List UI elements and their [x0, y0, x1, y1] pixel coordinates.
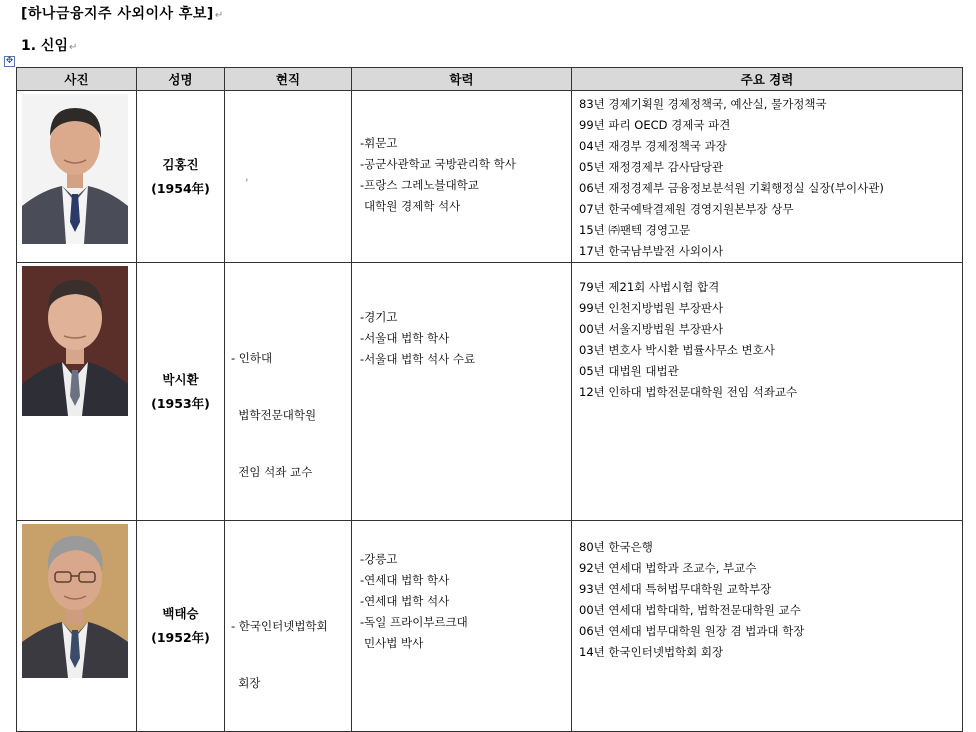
document-title: [하나금융지주 사외이사 후보]↵: [21, 6, 224, 22]
education-item: -경기고: [360, 310, 398, 324]
education-item: -공군사관학교 국방관리학 학사: [360, 157, 516, 171]
career-cell: [572, 263, 963, 521]
candidate-birth-year: (1952年): [151, 630, 210, 645]
candidate-birth-year: (1954年): [151, 180, 210, 196]
section-heading: 1. 신임↵: [21, 38, 78, 54]
education-item: -강릉고: [360, 552, 398, 566]
education-item: -서울대 법학 학사: [360, 331, 450, 345]
career-item: 05년 재정경제부 감사담당관: [579, 160, 724, 174]
education-item: -프랑스 그레노블대학교: [360, 178, 479, 192]
candidate-photo: [22, 266, 128, 419]
education-item: 대학원 경제학 석사: [364, 199, 461, 213]
education-item: -서울대 법학 석사 수료: [360, 352, 476, 366]
career-item: 15년 ㈜팬텍 경영고문: [579, 223, 691, 237]
name-cell: [137, 91, 225, 263]
current-position-item: 법학전문대학원: [231, 408, 317, 422]
career-item: 05년 대법원 대법관: [579, 364, 679, 378]
career-item: 17년 한국남부발전 사외이사: [579, 244, 724, 258]
career-cell: [572, 91, 963, 263]
current-position-cell: [225, 91, 352, 263]
candidate-birth-year: (1953年): [151, 395, 210, 411]
current-position-item: - 한국인터넷법학회: [231, 619, 328, 633]
photo-cell: [17, 521, 137, 732]
career-cell: [572, 521, 963, 732]
education-item: -연세대 법학 학사: [360, 573, 450, 587]
career-item: 99년 파리 OECD 경제국 파견: [579, 118, 731, 132]
table-row: [17, 521, 963, 732]
education-item: -휘문고: [360, 136, 398, 150]
education-cell: [352, 521, 572, 732]
career-item: 00년 연세대 법학대학, 법학전문대학원 교수: [579, 603, 801, 617]
career-item: 79년 제21회 사법시험 합격: [579, 280, 720, 294]
career-item: 92년 연세대 법학과 조교수, 부교수: [579, 561, 757, 575]
name-cell: [137, 263, 225, 521]
candidate-photo: [22, 94, 128, 247]
table-row: [17, 91, 963, 263]
photo-cell: [17, 263, 137, 521]
education-item: -독일 프라이부르크대: [360, 615, 468, 629]
career-item: 14년 한국인터넷법학회 회장: [579, 645, 724, 659]
current-position-item: 전임 석좌 교수: [231, 465, 313, 479]
candidate-name: 김홍진: [162, 156, 199, 172]
header-photo: 사진: [17, 68, 137, 91]
education-cell: [352, 263, 572, 521]
career-item: 06년 재정경제부 금융정보분석원 기획행정실 실장(부이사관): [579, 181, 884, 195]
name-cell: [137, 521, 225, 732]
career-item: 80년 한국은행: [579, 540, 653, 554]
candidates-table: [16, 67, 963, 732]
career-item: 03년 변호사 박시환 법률사무소 변호사: [579, 343, 775, 357]
current-position-cell: [225, 263, 352, 521]
current-position-cell: [225, 521, 352, 732]
current-position-item: - 인하대: [231, 351, 273, 365]
header-current-position: 현직: [225, 68, 352, 91]
header-row: [17, 68, 963, 91]
career-item: 04년 재경부 경제정책국 과장: [579, 139, 727, 153]
header-name: 성명: [137, 68, 225, 91]
photo-cell: [17, 91, 137, 263]
empty-cell-mark: ,: [245, 169, 249, 183]
candidate-name: 백태승: [162, 606, 199, 621]
header-career: 주요 경력: [572, 68, 963, 91]
table-move-handle-icon[interactable]: ✥: [5, 56, 14, 66]
career-item: 93년 연세대 특허법무대학원 교학부장: [579, 582, 772, 596]
career-item: 83년 경제기획원 경제정책국, 예산실, 물가정책국: [579, 97, 827, 111]
career-item: 99년 인천지방법원 부장판사: [579, 301, 724, 315]
candidate-name: 박시환: [162, 371, 199, 387]
career-item: 00년 서울지방법원 부장판사: [579, 322, 724, 336]
education-item: 민사법 박사: [364, 636, 424, 650]
career-item: 07년 한국예탁결제원 경영지원본부장 상무: [579, 202, 794, 216]
career-item: 06년 연세대 법무대학원 원장 겸 법과대 학장: [579, 624, 805, 638]
header-education: 학력: [352, 68, 572, 91]
table-row: [17, 263, 963, 521]
education-item: -연세대 법학 석사: [360, 594, 450, 608]
education-cell: [352, 91, 572, 263]
current-position-item: 회장: [231, 676, 261, 690]
candidate-photo: [22, 524, 128, 681]
career-item: 12년 인하대 법학전문대학원 전임 석좌교수: [579, 385, 798, 399]
